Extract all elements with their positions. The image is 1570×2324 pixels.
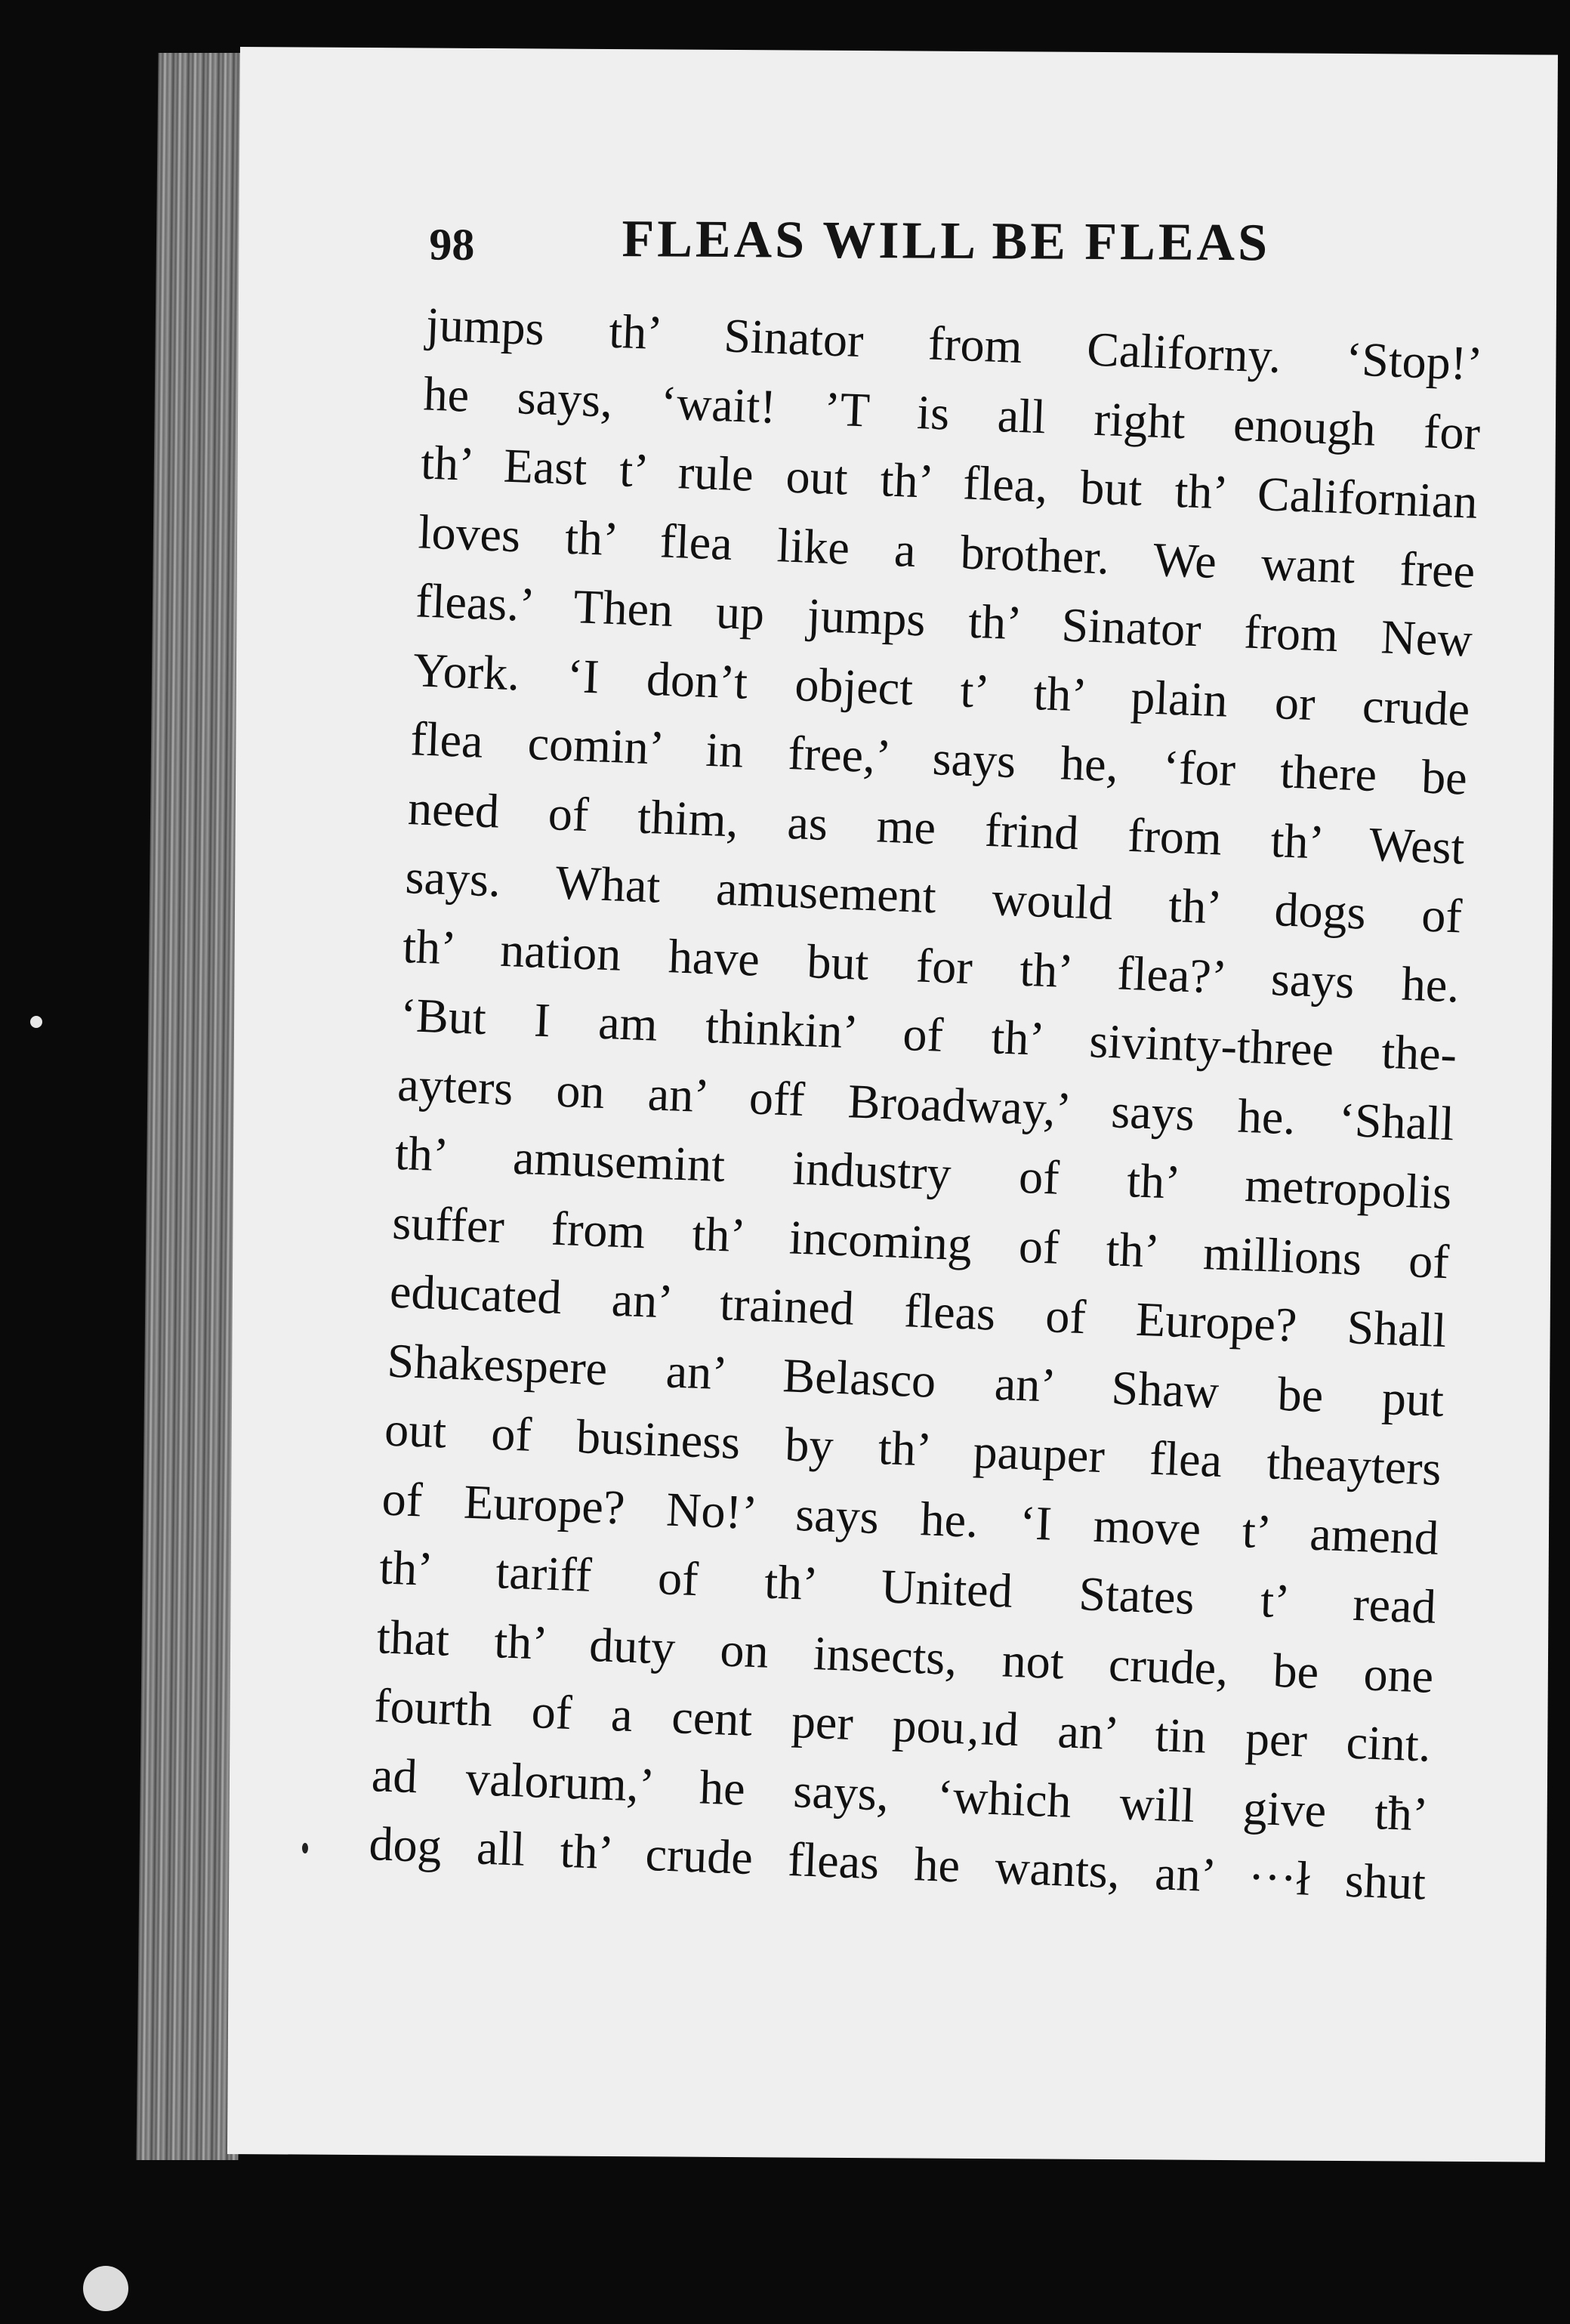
text-line: of Europe? No!’ says he. ‘I move t’ amend (381, 1471, 1440, 1565)
text-line: jumps th’ Sinator from Californy. ‘Stop!’ (425, 297, 1484, 390)
page-number: 98 (429, 219, 475, 270)
text-line: need of thim, as me frind from th’ West (406, 780, 1466, 875)
text-line: loves th’ flea like a brother. We want free (417, 504, 1476, 598)
running-head (429, 208, 1555, 291)
text-line: th’ nation have but for th’ flea?’ says he. (402, 918, 1461, 1012)
text-line: Shakespere an’ Belasco an’ Shaw be put (386, 1333, 1445, 1427)
text-line: out of business by th’ pauper flea theayters (384, 1402, 1442, 1495)
text-line: ayters on an’ off Broadway,’ says he. ‘Shall (396, 1057, 1455, 1150)
text-line: flea comin’ in free,’ says he, ‘for there be (409, 711, 1469, 805)
text-line: dog all th’ crude fleas he wants, an’ ···ł shut (368, 1816, 1427, 1910)
text-line: th’ amusemint industry of th’ metropolis (393, 1125, 1453, 1220)
scan-speck (30, 1016, 42, 1028)
text-line: fourth of a cent per pou‚ıd an’ tin per cint. (373, 1678, 1433, 1772)
text-line: educated an’ trained fleas of Europe? Shall (388, 1264, 1448, 1358)
text-line: York. ‘I don’t object t’ th’ plain or crude (412, 642, 1471, 736)
text-line: suffer from th’ incoming of th’ millions of (391, 1195, 1451, 1289)
text-line: ad valorum,’ he says, ‘which will give tħ’ (370, 1747, 1430, 1841)
scan-speck (83, 2266, 128, 2311)
text-line: ‘But I am thinkin’ of th’ sivinty-three the- (399, 987, 1458, 1082)
text-line: th’ East t’ rule out th’ flea, but th’ Californian (420, 435, 1479, 529)
text-line: fleas.’ Then up jumps th’ Sinator from New (415, 573, 1473, 667)
text-line: th’ tariff of th’ United States t’ read (378, 1540, 1437, 1634)
scan-speck (302, 1843, 308, 1853)
running-title: FLEAS WILL BE FLEAS (622, 210, 1271, 273)
text-line: that th’ duty on insects, not crude, be one (375, 1609, 1435, 1703)
text-line: he says, ‘wait! ’T is all right enough for (422, 366, 1482, 460)
text-line: says. What amusement would th’ dogs of (404, 849, 1464, 943)
book-page (227, 47, 1558, 2162)
body-text (368, 290, 1484, 1918)
